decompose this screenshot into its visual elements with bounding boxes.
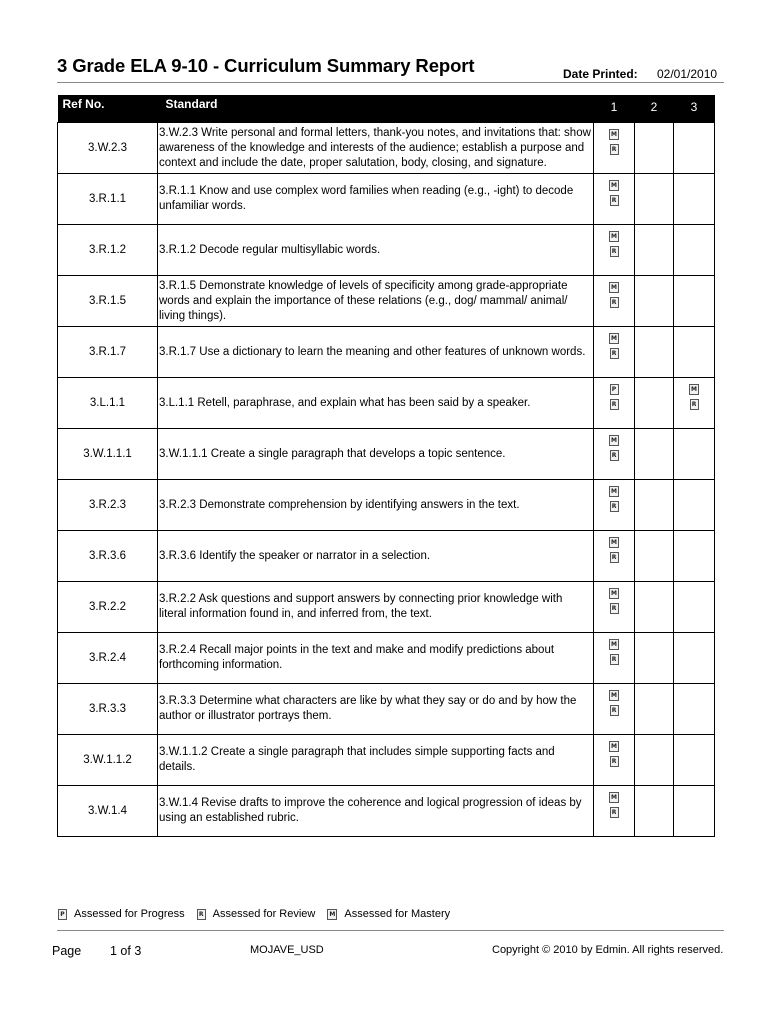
assessment-icons	[594, 327, 634, 359]
assessment-icons	[594, 582, 634, 614]
mastery-icon: M	[327, 909, 337, 920]
standard-cell: 3.W.1.1.1 Create a single paragraph that develops a topic sentence.	[158, 429, 594, 480]
level-3-cell	[674, 684, 715, 735]
table-row	[58, 225, 715, 276]
level-1-cell	[594, 327, 635, 378]
review-icon: R	[610, 552, 619, 563]
mastery-icon: M	[609, 537, 619, 548]
standard-cell: 3.R.2.4 Recall major points in the text and make and modify predictions about forthcoming information.	[158, 633, 594, 684]
mastery-icon: M	[609, 690, 619, 701]
ref-no-cell: 3.R.1.7	[58, 327, 158, 378]
level-3-cell	[674, 786, 715, 837]
mastery-icon: M	[609, 282, 619, 293]
table-row	[58, 480, 715, 531]
legend-progress-label: Assessed for Progress	[74, 908, 185, 920]
mastery-icon: M	[609, 639, 619, 650]
level-2-cell	[635, 174, 674, 225]
copyright-notice: Copyright © 2010 by Edmin. All rights reserved.	[492, 944, 724, 956]
legend-mastery-label: Assessed for Mastery	[344, 908, 451, 920]
assessment-icons	[594, 633, 634, 665]
level-3-cell	[674, 276, 715, 327]
review-icon: R	[610, 399, 619, 410]
mastery-icon: M	[689, 384, 699, 395]
standard-cell: 3.R.1.7 Use a dictionary to learn the meaning and other features of unknown words.	[158, 327, 594, 378]
table-row	[58, 327, 715, 378]
ref-no-cell: 3.W.1.1.1	[58, 429, 158, 480]
mastery-icon: M	[609, 180, 619, 191]
level-1-cell	[594, 582, 635, 633]
table-header-row	[58, 95, 715, 123]
standard-cell: 3.L.1.1 Retell, paraphrase, and explain what has been said by a speaker.	[158, 378, 594, 429]
level-2-header: 2	[635, 95, 674, 123]
standard-cell: 3.R.3.6 Identify the speaker or narrator in a selection.	[158, 531, 594, 582]
review-icon: R	[690, 399, 699, 410]
mastery-icon: M	[609, 231, 619, 242]
level-2-cell	[635, 633, 674, 684]
assessment-icons	[594, 786, 634, 818]
level-1-cell	[594, 225, 635, 276]
ref-no-cell: 3.W.1.1.2	[58, 735, 158, 786]
assessment-icons	[594, 429, 634, 461]
assessment-icons	[594, 174, 634, 206]
page-number: 1 of 3	[110, 944, 142, 958]
progress-icon: P	[610, 384, 619, 395]
table-row	[58, 123, 715, 174]
level-3-cell	[674, 429, 715, 480]
ref-no-cell: 3.R.3.6	[58, 531, 158, 582]
level-2-cell	[635, 480, 674, 531]
assessment-icons	[594, 531, 634, 563]
standard-header: Standard	[158, 95, 594, 123]
review-icon: R	[610, 654, 619, 665]
level-1-cell	[594, 123, 635, 174]
table-row	[58, 429, 715, 480]
level-3-header: 3	[674, 95, 715, 123]
level-1-cell	[594, 786, 635, 837]
level-1-cell	[594, 480, 635, 531]
legend-progress	[58, 908, 197, 920]
level-2-cell	[635, 429, 674, 480]
table-row	[58, 633, 715, 684]
review-icon: R	[610, 246, 619, 257]
standard-cell: 3.W.2.3 Write personal and formal letters, thank-you notes, and invitations that: show awareness of the knowledge and interests of the audience; establish a purpose and context and include the date, proper salutation, body, closing, and signature.	[158, 123, 594, 174]
review-icon: R	[610, 144, 619, 155]
standard-cell: 3.R.1.1 Know and use complex word families when reading (e.g., -ight) to decode unfamiliar words.	[158, 174, 594, 225]
standard-cell: 3.R.2.3 Demonstrate comprehension by identifying answers in the text.	[158, 480, 594, 531]
level-2-cell	[635, 582, 674, 633]
standard-cell: 3.R.2.2 Ask questions and support answers by connecting prior knowledge with literal information found in, and inferred from, the text.	[158, 582, 594, 633]
level-1-cell	[594, 429, 635, 480]
standard-cell: 3.W.1.4 Revise drafts to improve the coherence and logical progression of ideas by using an established rubric.	[158, 786, 594, 837]
assessment-icons	[594, 276, 634, 308]
standard-cell: 3.R.1.2 Decode regular multisyllabic words.	[158, 225, 594, 276]
date-printed-value: 02/01/2010	[657, 67, 718, 81]
mastery-icon: M	[609, 333, 619, 344]
assessment-icons	[594, 378, 634, 410]
ref-no-cell: 3.R.1.2	[58, 225, 158, 276]
review-icon: R	[610, 603, 619, 614]
level-3-cell	[674, 735, 715, 786]
level-2-cell	[635, 378, 674, 429]
review-icon: R	[610, 756, 619, 767]
ref-no-header: Ref No.	[58, 95, 158, 123]
level-3-cell	[674, 531, 715, 582]
table-row	[58, 378, 715, 429]
review-icon: R	[610, 348, 619, 359]
legend-review-label: Assessed for Review	[212, 908, 316, 920]
progress-icon: P	[58, 909, 67, 920]
level-2-cell	[635, 735, 674, 786]
review-icon: R	[610, 705, 619, 716]
ref-no-cell: 3.W.1.4	[58, 786, 158, 837]
assessment-icons	[594, 123, 634, 155]
assessment-icons	[674, 378, 714, 410]
review-icon: R	[197, 909, 206, 920]
level-3-cell	[674, 480, 715, 531]
table-row	[58, 582, 715, 633]
level-3-cell	[674, 123, 715, 174]
mastery-icon: M	[609, 741, 619, 752]
assessment-icons	[594, 735, 634, 767]
review-icon: R	[610, 195, 619, 206]
assessment-icons	[594, 225, 634, 257]
legend-review	[197, 908, 328, 920]
ref-no-cell: 3.L.1.1	[58, 378, 158, 429]
level-2-cell	[635, 225, 674, 276]
level-2-cell	[635, 276, 674, 327]
legend	[58, 908, 462, 920]
level-3-cell	[674, 633, 715, 684]
level-1-cell	[594, 276, 635, 327]
ref-no-cell: 3.R.1.1	[58, 174, 158, 225]
ref-no-cell: 3.R.2.3	[58, 480, 158, 531]
mastery-icon: M	[609, 792, 619, 803]
table-row	[58, 786, 715, 837]
review-icon: R	[610, 297, 619, 308]
level-3-cell	[674, 327, 715, 378]
standard-cell: 3.R.3.3 Determine what characters are like by what they say or do and by how the author or illustrator portrays them.	[158, 684, 594, 735]
level-3-cell	[674, 582, 715, 633]
standard-cell: 3.W.1.1.2 Create a single paragraph that includes simple supporting facts and details.	[158, 735, 594, 786]
table-row	[58, 735, 715, 786]
curriculum-table	[57, 95, 715, 837]
table-row	[58, 684, 715, 735]
review-icon: R	[610, 501, 619, 512]
table-row	[58, 276, 715, 327]
page-label: Page	[52, 944, 82, 958]
mastery-icon: M	[609, 486, 619, 497]
ref-no-cell: 3.R.2.4	[58, 633, 158, 684]
review-icon: R	[610, 807, 619, 818]
level-3-cell	[674, 174, 715, 225]
level-1-cell	[594, 531, 635, 582]
ref-no-cell: 3.R.3.3	[58, 684, 158, 735]
ref-no-cell: 3.R.2.2	[58, 582, 158, 633]
mastery-icon: M	[609, 588, 619, 599]
level-1-cell	[594, 633, 635, 684]
level-1-cell	[594, 735, 635, 786]
table-row	[58, 174, 715, 225]
ref-no-cell: 3.R.1.5	[58, 276, 158, 327]
ref-no-cell: 3.W.2.3	[58, 123, 158, 174]
date-printed-label: Date Printed:	[563, 67, 638, 81]
mastery-icon: M	[609, 129, 619, 140]
review-icon: R	[610, 450, 619, 461]
title-divider	[57, 82, 724, 83]
report-title: 3 Grade ELA 9-10 - Curriculum Summary Report	[57, 55, 475, 76]
footer-divider	[57, 930, 724, 931]
level-2-cell	[635, 684, 674, 735]
level-2-cell	[635, 327, 674, 378]
organization-name: MOJAVE_USD	[250, 944, 324, 956]
level-1-header: 1	[594, 95, 635, 123]
level-3-cell	[674, 378, 715, 429]
level-1-cell	[594, 174, 635, 225]
level-1-cell	[594, 684, 635, 735]
level-2-cell	[635, 786, 674, 837]
level-1-cell	[594, 378, 635, 429]
mastery-icon: M	[609, 435, 619, 446]
level-3-cell	[674, 225, 715, 276]
legend-mastery	[327, 908, 462, 920]
assessment-icons	[594, 480, 634, 512]
level-2-cell	[635, 531, 674, 582]
level-2-cell	[635, 123, 674, 174]
table-row	[58, 531, 715, 582]
assessment-icons	[594, 684, 634, 716]
standard-cell: 3.R.1.5 Demonstrate knowledge of levels of specificity among grade-appropriate words and explain the importance of these relations (e.g., dog/ mammal/ animal/ living things).	[158, 276, 594, 327]
